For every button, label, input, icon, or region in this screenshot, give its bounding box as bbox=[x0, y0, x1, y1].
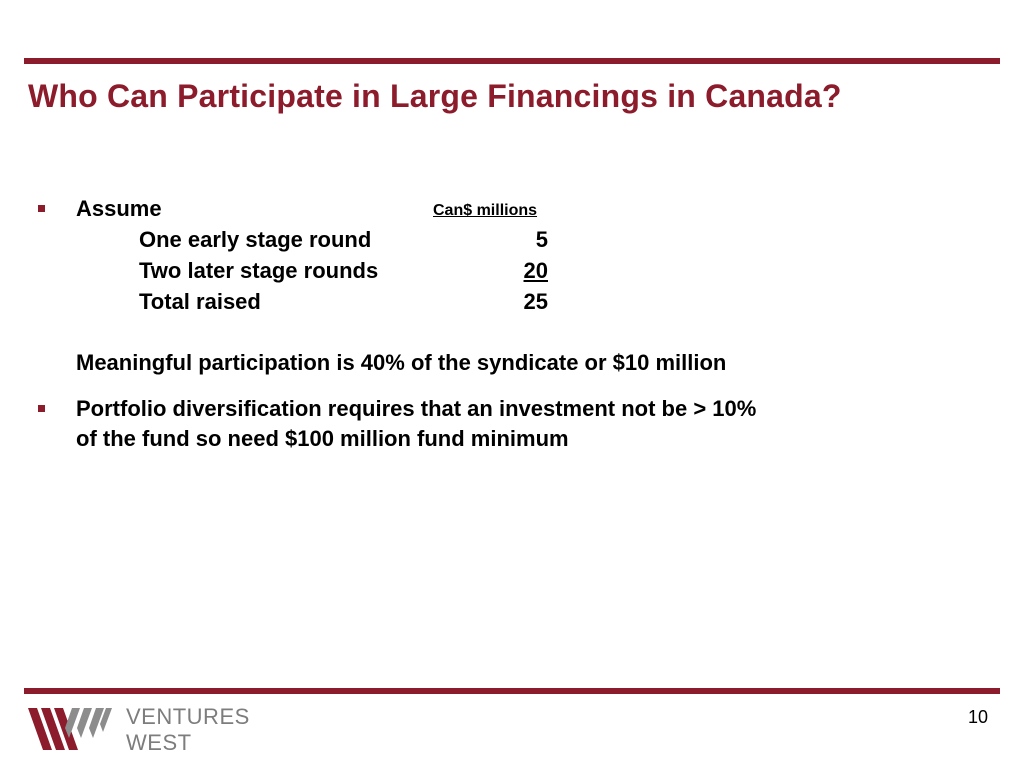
column-header: Can$ millions bbox=[433, 202, 538, 219]
slide-title: Who Can Participate in Large Financings in Canada? bbox=[28, 78, 842, 114]
diversification-line2: of the fund so need $100 million fund minimum bbox=[76, 426, 569, 451]
logo-line2: WEST bbox=[126, 730, 192, 755]
page-number: 10 bbox=[967, 707, 988, 727]
diversification-line1: Portfolio diversification requires that an investment not be > 10% bbox=[76, 396, 757, 421]
bullet-marker bbox=[38, 205, 45, 212]
logo-line1: VENTURES bbox=[126, 704, 250, 729]
row-label: Total raised bbox=[139, 289, 261, 314]
assume-label: Assume bbox=[76, 196, 162, 221]
row-value: 5 bbox=[535, 227, 548, 252]
row-value bbox=[488, 256, 548, 286]
top-rule bbox=[24, 58, 1000, 64]
row-label: One early stage round bbox=[139, 227, 372, 252]
row-label: Two later stage rounds bbox=[139, 258, 379, 283]
row-value: 25 bbox=[523, 289, 548, 314]
bullet-marker bbox=[38, 405, 45, 412]
participation-note: Meaningful participation is 40% of the syndicate or $10 million bbox=[76, 350, 727, 375]
logo-wordmark bbox=[126, 704, 250, 756]
ventures-west-logo-icon bbox=[28, 704, 114, 759]
bottom-rule bbox=[24, 688, 1000, 694]
row-value-underlined: 20 bbox=[523, 258, 548, 283]
